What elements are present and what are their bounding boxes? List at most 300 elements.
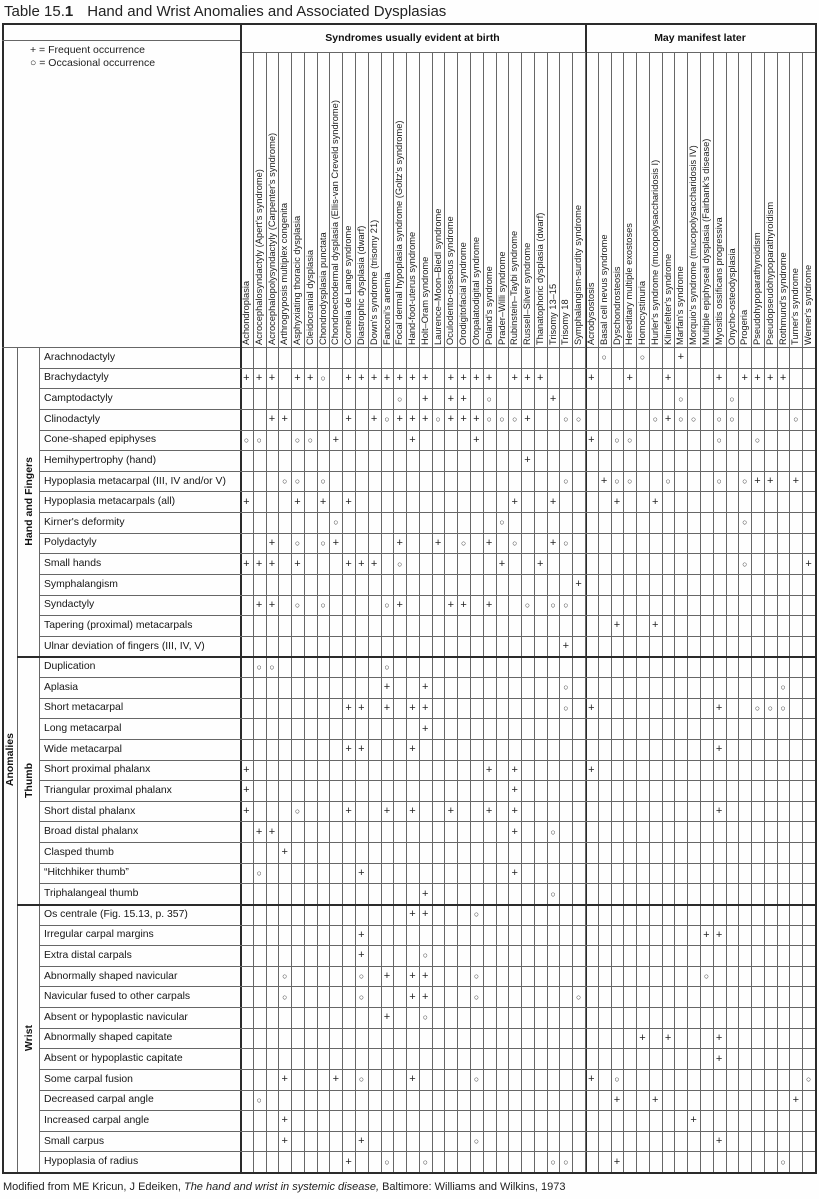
column-header: Orodigitofacial syndrome xyxy=(458,242,469,345)
cell-frequent-mark: + xyxy=(511,866,518,879)
column-header: Progeria xyxy=(739,309,750,345)
cell-frequent-mark: + xyxy=(422,887,429,900)
cell-frequent-mark: + xyxy=(511,763,518,776)
cell-occasional-mark: ○ xyxy=(422,950,428,961)
row-label: Duplication xyxy=(44,661,96,673)
row-label: Navicular fused to other carpals xyxy=(44,991,191,1003)
column-header: Pseudohypoparathyroidism xyxy=(752,232,763,345)
cell-frequent-mark: + xyxy=(345,413,352,426)
column-header: Laurence–Moon–Biedl syndrome xyxy=(432,208,443,345)
row-label: Kirner's deformity xyxy=(44,516,125,528)
row-label: Ulnar deviation of fingers (III, IV, V) xyxy=(44,640,205,652)
cell-occasional-mark: ○ xyxy=(627,434,633,445)
cell-occasional-mark: ○ xyxy=(563,476,569,487)
column-header: Rubinstein–Taybi syndrome xyxy=(509,230,520,345)
cell-occasional-mark: ○ xyxy=(499,414,505,425)
cell-occasional-mark: ○ xyxy=(473,991,479,1002)
cell-frequent-mark: + xyxy=(664,1031,672,1044)
column-group-header-birth: Syndromes usually evident at birth xyxy=(325,31,500,44)
cell-frequent-mark: + xyxy=(358,371,365,384)
cell-frequent-mark: + xyxy=(255,598,263,611)
cell-frequent-mark: + xyxy=(294,557,301,570)
cell-occasional-mark: ○ xyxy=(729,393,735,404)
cell-frequent-mark: + xyxy=(767,475,774,488)
legend-box-line xyxy=(2,40,240,41)
cell-occasional-mark: ○ xyxy=(499,517,505,528)
cell-frequent-mark: + xyxy=(447,371,455,384)
cell-occasional-mark: ○ xyxy=(269,661,275,672)
cell-frequent-mark: + xyxy=(754,371,761,384)
cell-frequent-mark: + xyxy=(511,495,518,508)
row-label: Hypoplasia of radius xyxy=(44,1156,139,1168)
cell-occasional-mark: ○ xyxy=(243,434,249,445)
cell-frequent-mark: + xyxy=(460,371,467,384)
cell-frequent-mark: + xyxy=(460,392,467,405)
cell-frequent-mark: + xyxy=(370,413,378,426)
cell-occasional-mark: ○ xyxy=(422,1012,428,1023)
cell-frequent-mark: + xyxy=(447,392,455,405)
column-header: Basal cell nevus syndrome xyxy=(598,234,609,345)
column-header: Hurler's syndrome (mucopolysaccharidosis I) xyxy=(649,159,660,345)
cell-frequent-mark: + xyxy=(243,557,250,570)
cell-frequent-mark: + xyxy=(511,784,518,797)
column-header: Multiple epiphyseal dysplasia (Fairbank's disease) xyxy=(701,138,711,345)
column-header: Otopalatodigital syndrome xyxy=(471,236,481,345)
cell-occasional-mark: ○ xyxy=(754,434,761,445)
cell-occasional-mark: ○ xyxy=(678,393,684,404)
cell-occasional-mark: ○ xyxy=(614,476,620,487)
row-label: Long metacarpal xyxy=(44,723,122,735)
cell-frequent-mark: + xyxy=(485,763,493,776)
cell-occasional-mark: ○ xyxy=(563,599,569,610)
row-label: Triphalangeal thumb xyxy=(44,888,139,900)
cell-frequent-mark: + xyxy=(255,371,263,384)
cell-frequent-mark: + xyxy=(268,557,276,570)
cell-frequent-mark: + xyxy=(613,1093,621,1106)
table-border-right xyxy=(815,23,817,1174)
row-label: Decreased carpal angle xyxy=(44,1094,154,1106)
cell-frequent-mark: + xyxy=(383,371,391,384)
row-label: Cone-shaped epiphyses xyxy=(44,434,157,446)
cell-frequent-mark: + xyxy=(575,578,582,591)
cell-frequent-mark: + xyxy=(792,1093,800,1106)
cell-frequent-mark: + xyxy=(741,371,748,384)
row-label: Abnormally shaped navicular xyxy=(44,970,178,982)
table-number: Table 15.1 xyxy=(4,3,74,20)
cell-frequent-mark: + xyxy=(715,743,723,756)
cell-occasional-mark: ○ xyxy=(780,702,786,713)
cell-occasional-mark: ○ xyxy=(563,537,569,548)
column-header: Acrodysostosis xyxy=(586,282,596,345)
cell-occasional-mark: ○ xyxy=(320,599,326,610)
column-header: Diastrophic dysplasia (dwarf) xyxy=(356,225,366,345)
row-label: Symphalangism xyxy=(44,578,118,590)
cell-frequent-mark: + xyxy=(588,433,595,446)
cell-frequent-mark: + xyxy=(715,1052,723,1065)
cell-occasional-mark: ○ xyxy=(397,393,403,404)
page-title xyxy=(4,3,446,20)
cell-frequent-mark: + xyxy=(243,784,250,797)
column-header: Werner's syndrome xyxy=(803,264,814,345)
cell-frequent-mark: + xyxy=(409,908,416,921)
cell-occasional-mark: ○ xyxy=(550,599,556,610)
column-header: Turner's syndrome xyxy=(790,268,801,345)
cell-frequent-mark: + xyxy=(422,371,429,384)
cell-occasional-mark: ○ xyxy=(563,414,569,425)
row-label: Short distal phalanx xyxy=(44,805,136,817)
cell-frequent-mark: + xyxy=(447,413,455,426)
cell-frequent-mark: + xyxy=(422,908,429,921)
cell-occasional-mark: ○ xyxy=(716,434,722,445)
cell-frequent-mark: + xyxy=(358,949,365,962)
cell-frequent-mark: + xyxy=(779,371,787,384)
cell-frequent-mark: + xyxy=(626,371,633,384)
row-group-separator xyxy=(17,904,815,906)
cell-occasional-mark: ○ xyxy=(384,1156,390,1167)
cell-occasional-mark: ○ xyxy=(512,414,518,425)
cell-occasional-mark: ○ xyxy=(780,1156,786,1167)
cell-frequent-mark: + xyxy=(409,743,416,756)
cell-frequent-mark: + xyxy=(281,1073,288,1086)
cell-occasional-mark: ○ xyxy=(473,1136,479,1147)
column-header: Hereditary multiple exostoses xyxy=(624,223,635,345)
column-header: Homocystinuria xyxy=(637,280,648,345)
cell-occasional-mark: ○ xyxy=(716,414,722,425)
column-header: Klinefelter's syndrome xyxy=(662,253,673,345)
cell-frequent-mark: + xyxy=(268,413,276,426)
row-label: Hypoplasia metacarpal (III, IV and/or V) xyxy=(44,475,226,487)
cell-occasional-mark: ○ xyxy=(652,414,658,425)
cell-frequent-mark: + xyxy=(498,557,506,570)
cell-frequent-mark: + xyxy=(524,371,531,384)
cell-occasional-mark: ○ xyxy=(614,434,620,445)
row-label: “Hitchhiker thumb” xyxy=(44,867,129,879)
cell-frequent-mark: + xyxy=(332,433,340,446)
row-label: Irregular carpal margins xyxy=(44,929,154,941)
cell-frequent-mark: + xyxy=(524,454,531,467)
cell-frequent-mark: + xyxy=(319,495,327,508)
column-header: Trisomy 18 xyxy=(560,299,571,345)
cell-occasional-mark: ○ xyxy=(576,414,582,425)
cell-frequent-mark: + xyxy=(345,743,352,756)
cell-frequent-mark: + xyxy=(294,495,301,508)
column-header: Prader–Willi syndrome xyxy=(496,251,507,345)
cell-occasional-mark: ○ xyxy=(614,1074,620,1085)
column-header: Dyschondrosteosis xyxy=(611,266,622,345)
row-label: Wide metacarpal xyxy=(44,743,122,755)
cell-frequent-mark: + xyxy=(268,536,276,549)
cell-frequent-mark: + xyxy=(383,970,391,983)
row-label: Polydactyly xyxy=(44,537,97,549)
cell-occasional-mark: ○ xyxy=(473,909,479,920)
row-label: Syndactyly xyxy=(44,599,95,611)
row-label: Increased carpal angle xyxy=(44,1114,150,1126)
cell-frequent-mark: + xyxy=(549,392,557,405)
source-citation: Modified from ME Kricun, J Edeiken, The hand and wrist in systemic disease, Baltimore: Williams and Wilkins, 1973 xyxy=(3,1181,566,1193)
cell-frequent-mark: + xyxy=(664,413,672,426)
cell-occasional-mark: ○ xyxy=(294,476,301,487)
cell-occasional-mark: ○ xyxy=(576,991,582,1002)
column-header: Achondroplasia xyxy=(241,280,251,345)
column-header: Hand-foot-uterus syndrome xyxy=(407,231,418,345)
column-header: Focal dermal hypoplasia syndrome (Goltz's syndrome) xyxy=(394,120,405,345)
cell-occasional-mark: ○ xyxy=(703,971,709,982)
cell-occasional-mark: ○ xyxy=(307,434,313,445)
cell-frequent-mark: + xyxy=(345,495,352,508)
cell-occasional-mark: ○ xyxy=(256,867,262,878)
row-label: Abnormally shaped capitate xyxy=(44,1032,173,1044)
row-label: Clasped thumb xyxy=(44,846,114,858)
side-label-anomalies: Anomalies xyxy=(3,732,16,787)
cell-occasional-mark: ○ xyxy=(742,476,748,487)
row-label: Aplasia xyxy=(44,681,79,693)
row-label: Camptodactyly xyxy=(44,393,113,405)
row-label: Absent or hypoplastic navicular xyxy=(44,1011,188,1023)
column-header: Russell–Silver syndrome xyxy=(522,242,533,345)
row-label: Triangular proximal phalanx xyxy=(44,784,172,796)
cell-frequent-mark: + xyxy=(549,495,557,508)
cell-occasional-mark: ○ xyxy=(665,476,671,487)
cell-frequent-mark: + xyxy=(383,701,391,714)
cell-frequent-mark: + xyxy=(754,475,761,488)
cell-frequent-mark: + xyxy=(715,805,723,818)
cell-frequent-mark: + xyxy=(652,619,659,632)
cell-frequent-mark: + xyxy=(715,701,723,714)
cell-frequent-mark: + xyxy=(473,433,480,446)
cell-frequent-mark: + xyxy=(422,681,429,694)
cell-occasional-mark: ○ xyxy=(358,991,364,1002)
cell-frequent-mark: + xyxy=(268,825,276,838)
cell-frequent-mark: + xyxy=(537,371,544,384)
cell-frequent-mark: + xyxy=(268,371,276,384)
cell-frequent-mark: + xyxy=(613,619,621,632)
cell-occasional-mark: ○ xyxy=(742,517,748,528)
column-header: Acrocephalopolysyndactyly (Carpenter's syndrome) xyxy=(266,132,277,345)
cell-frequent-mark: + xyxy=(485,805,493,818)
cell-frequent-mark: + xyxy=(409,1073,416,1086)
cell-frequent-mark: + xyxy=(690,1114,697,1127)
cell-frequent-mark: + xyxy=(383,681,391,694)
cell-frequent-mark: + xyxy=(255,557,263,570)
cell-occasional-mark: ○ xyxy=(384,661,390,672)
row-label: Arachnodactyly xyxy=(44,351,116,363)
cell-frequent-mark: + xyxy=(243,371,250,384)
cell-frequent-mark: + xyxy=(537,557,544,570)
cell-occasional-mark: ○ xyxy=(729,414,735,425)
cell-frequent-mark: + xyxy=(715,1135,723,1148)
cell-occasional-mark: ○ xyxy=(563,682,569,693)
row-label: Brachydactyly xyxy=(44,372,109,384)
cell-frequent-mark: + xyxy=(345,701,352,714)
cell-frequent-mark: + xyxy=(485,371,493,384)
cell-frequent-mark: + xyxy=(332,536,340,549)
cell-frequent-mark: + xyxy=(664,371,672,384)
cell-frequent-mark: + xyxy=(409,805,416,818)
cell-frequent-mark: + xyxy=(460,413,467,426)
legend-occasional: ○ = Occasional occurrence xyxy=(30,57,156,69)
cell-frequent-mark: + xyxy=(358,557,365,570)
cell-occasional-mark: ○ xyxy=(550,888,556,899)
cell-occasional-mark: ○ xyxy=(473,1074,479,1085)
column-header: Chondroectodermal dysplasia (Ellis-van Creveld syndrome) xyxy=(330,100,341,345)
cell-occasional-mark: ○ xyxy=(639,352,646,363)
cell-frequent-mark: + xyxy=(792,475,800,488)
cell-occasional-mark: ○ xyxy=(550,1156,556,1167)
column-header: Down's syndrome (trisomy 21) xyxy=(368,219,379,345)
cell-frequent-mark: + xyxy=(345,371,352,384)
column-header: Pseudopseudohypoparathyroidism xyxy=(764,201,775,345)
column-header: Poland's syndrome xyxy=(483,266,494,345)
table-border-bottom xyxy=(2,1172,817,1174)
cell-occasional-mark: ○ xyxy=(282,476,288,487)
cell-occasional-mark: ○ xyxy=(550,826,556,837)
cell-occasional-mark: ○ xyxy=(320,537,326,548)
row-group-label-hand-and-fingers: Hand and Fingers xyxy=(22,457,35,547)
cell-frequent-mark: + xyxy=(600,475,608,488)
cell-occasional-mark: ○ xyxy=(486,414,492,425)
cell-occasional-mark: ○ xyxy=(473,971,479,982)
cell-frequent-mark: + xyxy=(511,825,518,838)
column-header: Thanatophoric dysplasia (dwarf) xyxy=(534,212,545,345)
cell-frequent-mark: + xyxy=(358,743,365,756)
row-label: Hemihypertrophy (hand) xyxy=(44,454,157,466)
cell-occasional-mark: ○ xyxy=(282,971,288,982)
cell-frequent-mark: + xyxy=(307,371,314,384)
legend-frequent: + = Frequent occurrence xyxy=(30,44,145,56)
cell-frequent-mark: + xyxy=(588,1073,595,1086)
cell-frequent-mark: + xyxy=(396,371,403,384)
cell-frequent-mark: + xyxy=(409,371,416,384)
column-header: Cornelia de Lange syndrome xyxy=(343,225,354,345)
cell-frequent-mark: + xyxy=(281,846,288,859)
column-header: Acrocephalosyndactyly (Apert's syndrome) xyxy=(253,169,264,345)
cell-occasional-mark: ○ xyxy=(806,1074,812,1085)
cell-frequent-mark: + xyxy=(715,371,723,384)
cell-frequent-mark: + xyxy=(358,1135,365,1148)
cell-frequent-mark: + xyxy=(715,1031,723,1044)
rowgroup-strip-line xyxy=(39,347,40,1172)
row-label: Clinodactyly xyxy=(44,413,101,425)
cell-occasional-mark: ○ xyxy=(422,1156,428,1167)
cell-frequent-mark: + xyxy=(562,640,570,653)
cell-frequent-mark: + xyxy=(345,557,352,570)
column-header: Holt–Oram syndrome xyxy=(419,256,430,345)
column-header: Marfan's syndrome xyxy=(675,266,686,345)
cell-occasional-mark: ○ xyxy=(793,414,799,425)
cell-occasional-mark: ○ xyxy=(282,991,288,1002)
cell-frequent-mark: + xyxy=(409,413,416,426)
row-group-separator xyxy=(17,656,815,658)
cell-occasional-mark: ○ xyxy=(754,702,761,713)
cell-frequent-mark: + xyxy=(422,392,429,405)
cell-frequent-mark: + xyxy=(422,970,429,983)
cell-occasional-mark: ○ xyxy=(691,414,697,425)
table-title-text: Hand and Wrist Anomalies and Associated Dysplasias xyxy=(87,3,447,20)
cell-frequent-mark: + xyxy=(255,825,263,838)
cell-occasional-mark: ○ xyxy=(435,414,441,425)
row-label: Small carpus xyxy=(44,1135,105,1147)
cell-occasional-mark: ○ xyxy=(358,1074,364,1085)
cell-frequent-mark: + xyxy=(588,371,595,384)
cell-frequent-mark: + xyxy=(409,701,416,714)
cell-frequent-mark: + xyxy=(281,413,288,426)
cell-frequent-mark: + xyxy=(703,928,710,941)
cell-occasional-mark: ○ xyxy=(256,1094,262,1105)
cell-frequent-mark: + xyxy=(511,805,518,818)
cell-frequent-mark: + xyxy=(613,495,621,508)
cell-occasional-mark: ○ xyxy=(256,434,262,445)
column-header: Fanconi's anemia xyxy=(381,272,392,345)
cell-frequent-mark: + xyxy=(268,598,276,611)
cell-frequent-mark: + xyxy=(613,1155,621,1168)
cell-frequent-mark: + xyxy=(447,598,455,611)
row-label: Some carpal fusion xyxy=(44,1073,133,1085)
row-label: Small hands xyxy=(44,558,102,570)
cell-occasional-mark: ○ xyxy=(767,702,773,713)
cell-frequent-mark: + xyxy=(332,1073,340,1086)
cell-frequent-mark: + xyxy=(409,990,416,1003)
cell-occasional-mark: ○ xyxy=(678,414,684,425)
cell-frequent-mark: + xyxy=(370,371,378,384)
column-header: Myositis ossificans progressiva xyxy=(713,217,724,345)
row-label: Os centrale (Fig. 15.13, p. 357) xyxy=(44,908,188,920)
cell-frequent-mark: + xyxy=(588,763,595,776)
cell-frequent-mark: + xyxy=(639,1031,646,1044)
cell-frequent-mark: + xyxy=(396,598,403,611)
row-label: Absent or hypoplastic capitate xyxy=(44,1053,183,1065)
cell-frequent-mark: + xyxy=(473,413,480,426)
cell-occasional-mark: ○ xyxy=(320,476,326,487)
cell-frequent-mark: + xyxy=(294,371,301,384)
cell-occasional-mark: ○ xyxy=(461,537,467,548)
row-label: Short metacarpal xyxy=(44,702,124,714)
cell-frequent-mark: + xyxy=(434,536,442,549)
cell-frequent-mark: + xyxy=(422,413,429,426)
book-title: The hand and wrist in systemic disease, xyxy=(183,1181,380,1193)
cell-frequent-mark: + xyxy=(396,536,403,549)
cell-frequent-mark: + xyxy=(243,495,250,508)
column-header: Morquio's syndrome (mucopolysaccharidosis IV) xyxy=(688,145,699,345)
cell-frequent-mark: + xyxy=(383,805,391,818)
cell-occasional-mark: ○ xyxy=(524,599,531,610)
cell-occasional-mark: ○ xyxy=(601,352,607,363)
cell-frequent-mark: + xyxy=(281,1135,288,1148)
column-header: Onycho-osteodysplasia xyxy=(726,248,737,345)
cell-frequent-mark: + xyxy=(358,701,365,714)
cell-frequent-mark: + xyxy=(345,805,352,818)
cell-occasional-mark: ○ xyxy=(563,1156,569,1167)
cell-occasional-mark: ○ xyxy=(716,476,722,487)
cell-occasional-mark: ○ xyxy=(294,599,301,610)
cell-frequent-mark: + xyxy=(358,866,365,879)
cell-frequent-mark: + xyxy=(549,536,557,549)
cell-frequent-mark: + xyxy=(422,722,429,735)
cell-frequent-mark: + xyxy=(652,495,659,508)
cell-frequent-mark: + xyxy=(383,1011,391,1024)
legend xyxy=(30,44,155,70)
cell-frequent-mark: + xyxy=(370,557,378,570)
cell-frequent-mark: + xyxy=(767,371,774,384)
cell-frequent-mark: + xyxy=(677,351,685,364)
row-label: Hypoplasia metacarpals (all) xyxy=(44,496,176,508)
column-header: Chondrodysplasia punctata xyxy=(317,232,328,345)
cell-occasional-mark: ○ xyxy=(256,661,262,672)
cell-frequent-mark: + xyxy=(345,1155,352,1168)
cell-occasional-mark: ○ xyxy=(397,558,403,569)
cell-occasional-mark: ○ xyxy=(742,558,748,569)
column-header: Oculodento-osseous syndrome xyxy=(445,216,456,345)
column-header: Asphyxiating thoracic dysplasia xyxy=(292,215,303,345)
